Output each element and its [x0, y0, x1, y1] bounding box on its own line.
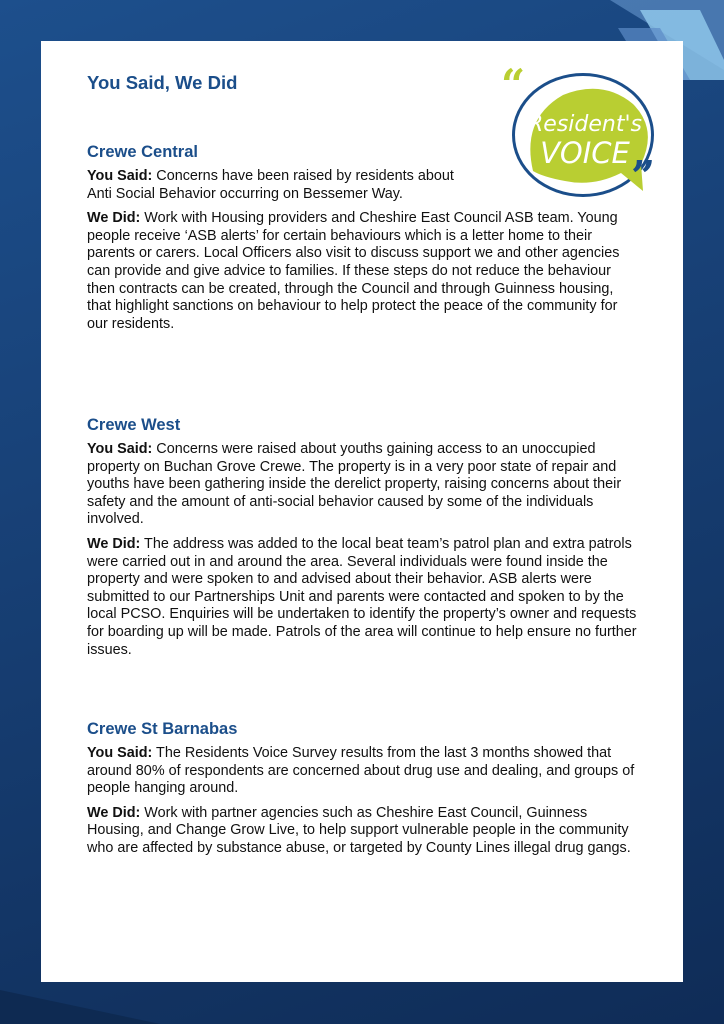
- you-said-label: You Said:: [87, 441, 153, 457]
- you-said-label: You Said:: [87, 168, 153, 184]
- section-heading: Crewe West: [87, 416, 181, 434]
- page-title: You Said, We Did: [87, 72, 238, 93]
- svg-text:“: “: [501, 60, 526, 109]
- section-heading: Crewe St Barnabas: [87, 720, 238, 738]
- we-did-paragraph: [87, 536, 637, 659]
- we-did-paragraph: [87, 210, 637, 333]
- document-page: [41, 41, 683, 982]
- we-did-text: Work with Housing providers and Cheshire East Council ASB team. Young people receive ‘ASB alerts’ for certain behaviours which is a letter home to their parents or carers. Local Officers also visit to discuss support we and other agencies can provide and give advice to families. If these steps do not reduce the behaviour then contracts can be created, through the Council and through Guinness housing, that highlight sanctions on behaviour to help protect the peace of the community for our residents.: [87, 210, 620, 332]
- we-did-text: Work with partner agencies such as Cheshire East Council, Guinness Housing, and Change Grow Live, to help support vulnerable people in the community who are affected by substance abuse, or targeted by County Lines illegal drug gangs.: [87, 804, 631, 856]
- section-crewe-central: [87, 143, 637, 340]
- you-said-paragraph: [87, 168, 467, 203]
- you-said-text: Concerns have been raised by residents about Anti Social Behavior occurring on Bessemer Way.: [87, 168, 454, 202]
- you-said-text: The Residents Voice Survey results from the last 3 months showed that around 80% of respondents are concerned about drug use and dealing, and groups of people hanging around.: [87, 745, 635, 797]
- we-did-paragraph: [87, 805, 637, 858]
- we-did-label: We Did:: [87, 535, 141, 552]
- you-said-paragraph: [87, 745, 637, 798]
- svg-text:”: ”: [631, 152, 656, 201]
- we-did-label: We Did:: [87, 210, 141, 227]
- logo-line-2: VOICE: [540, 136, 630, 170]
- logo-line-1: Resident's: [528, 112, 642, 137]
- you-said-label: You Said:: [87, 745, 153, 761]
- section-crewe-st-barnabas: [87, 720, 637, 865]
- we-did-text: The address was added to the local beat team’s patrol plan and extra patrols were carried out in and around the area. Several individuals were found inside the property and were spoken to and advised about their behavior. ASB alerts were submitted to our Partnerships Unit and parents were contacted and spoken to by the local PCSO. Enquiries will be undertaken to identify the property’s owner and requests for boarding up will be made. Patrols of the area will continue to help ensure no further issues.: [87, 535, 637, 658]
- we-did-label: We Did:: [87, 804, 141, 821]
- you-said-text: Concerns were raised about youths gaining access to an unoccupied property on Buchan Grove Crewe. The property is in a very poor state of repair and youths have been gathering inside the derelict property, raising concerns about their safety and the amount of anti-social behavior caused by some of the individuals involved.: [87, 441, 622, 528]
- section-heading: Crewe Central: [87, 143, 198, 161]
- section-crewe-west: [87, 416, 637, 666]
- you-said-paragraph: [87, 441, 637, 529]
